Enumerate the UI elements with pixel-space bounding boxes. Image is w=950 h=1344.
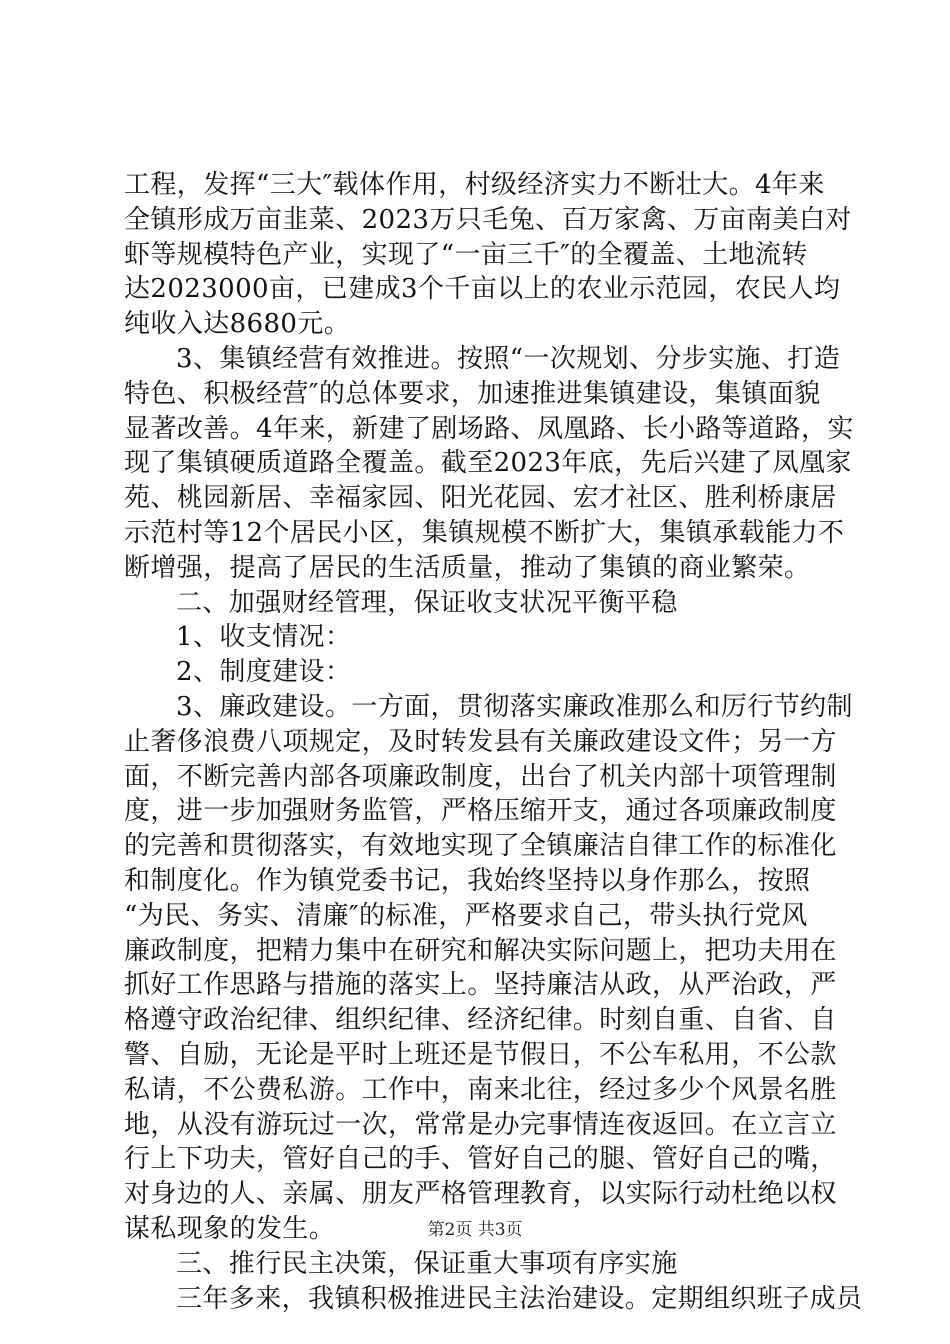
text-line: 和制度化。作为镇党委书记，我始终坚持以身作那么，按照 bbox=[124, 865, 811, 896]
text-line: 止奢侈浪费八项规定，及时转发县有关廉政建设文件；另一方 bbox=[124, 726, 837, 757]
text-line: 断增强，提高了居民的生活质量，推动了集镇的商业繁荣。 bbox=[124, 552, 811, 583]
text-line: 私请，不公费私游。工作中，南来北往，经过多少个风景名胜 bbox=[124, 1074, 837, 1105]
text-line: 示范村等12个居民小区，集镇规模不断扩大，集镇承载能力不 bbox=[124, 517, 845, 548]
text-line: 虾等规模特色产业，实现了“一亩三千″的全覆盖、土地流转 bbox=[124, 239, 808, 270]
text-line: 1、收支情况： bbox=[176, 622, 352, 653]
text-line: 全镇形成万亩韭菜、2023万只毛兔、百万家禽、万亩南美白对 bbox=[124, 204, 852, 235]
text-line: 格遵守政治纪律、组织纪律、经济纪律。时刻自重、自省、自 bbox=[124, 1005, 837, 1036]
text-line: 特色、积极经营″的总体要求，加速推进集镇建设，集镇面貌 bbox=[124, 378, 821, 409]
text-line: 三、推行民主决策，保证重大事项有序实施 bbox=[176, 1248, 678, 1279]
text-line: 抓好工作思路与措施的落实上。坚持廉洁从政，从严治政，严 bbox=[124, 970, 837, 1001]
text-line: 显著改善。4年来，新建了剧场路、凤凰路、长小路等道路，实 bbox=[124, 413, 854, 444]
text-line: 纯收入达8680元。 bbox=[124, 309, 351, 340]
text-line: 2、制度建设： bbox=[176, 657, 352, 688]
page-footer: 第2页 共3页 bbox=[427, 1220, 523, 1240]
text-line: 廉政制度，把精力集中在研究和解决实际问题上，把功夫用在 bbox=[124, 935, 837, 966]
text-line: 现了集镇硬质道路全覆盖。截至2023年底，先后兴建了凤凰家 bbox=[124, 448, 852, 479]
text-line: 二、加强财经管理，保证收支状况平衡平稳 bbox=[176, 587, 678, 618]
text-line: 3、集镇经营有效推进。按照“一次规划、分步实施、打造 bbox=[176, 343, 841, 374]
text-line: 3、廉政建设。一方面，贯彻落实廉政准那么和厉行节约制 bbox=[176, 691, 853, 722]
text-line: 度，进一步加强财务监管，严格压缩开支，通过各项廉政制度 bbox=[124, 796, 837, 827]
text-line: 行上下功夫，管好自己的手、管好自己的腿、管好自己的嘴， bbox=[124, 1144, 837, 1175]
text-line: 三年多来，我镇积极推进民主法治建设。定期组织班子成员 bbox=[176, 1283, 863, 1314]
text-line: 的完善和贯彻落实，有效地实现了全镇廉洁自律工作的标准化 bbox=[124, 831, 837, 862]
text-line: 工程，发挥“三大″载体作用，村级经济实力不断壮大。4年来 bbox=[124, 170, 825, 200]
text-line: 谋私现象的发生。 bbox=[124, 1213, 336, 1244]
text-line: 达2023000亩，已建成3个千亩以上的农业示范园，农民人均 bbox=[124, 274, 841, 305]
text-line: 地，从没有游玩过一次，常常是办完事情连夜返回。在立言立 bbox=[124, 1109, 837, 1140]
text-line: 面，不断完善内部各项廉政制度，出台了机关内部十项管理制 bbox=[124, 761, 837, 792]
document-body bbox=[124, 168, 863, 1316]
text-line: 对身边的人、亲属、朋友严格管理教育，以实际行动杜绝以权 bbox=[124, 1179, 837, 1210]
text-line: 苑、桃园新居、幸福家园、阳光花园、宏才社区、胜利桥康居 bbox=[124, 483, 837, 514]
text-line: 警、自励，无论是平时上班还是节假日，不公车私用，不公款 bbox=[124, 1039, 837, 1070]
text-line: “为民、务实、清廉″的标准，严格要求自己，带头执行党风 bbox=[124, 900, 808, 931]
